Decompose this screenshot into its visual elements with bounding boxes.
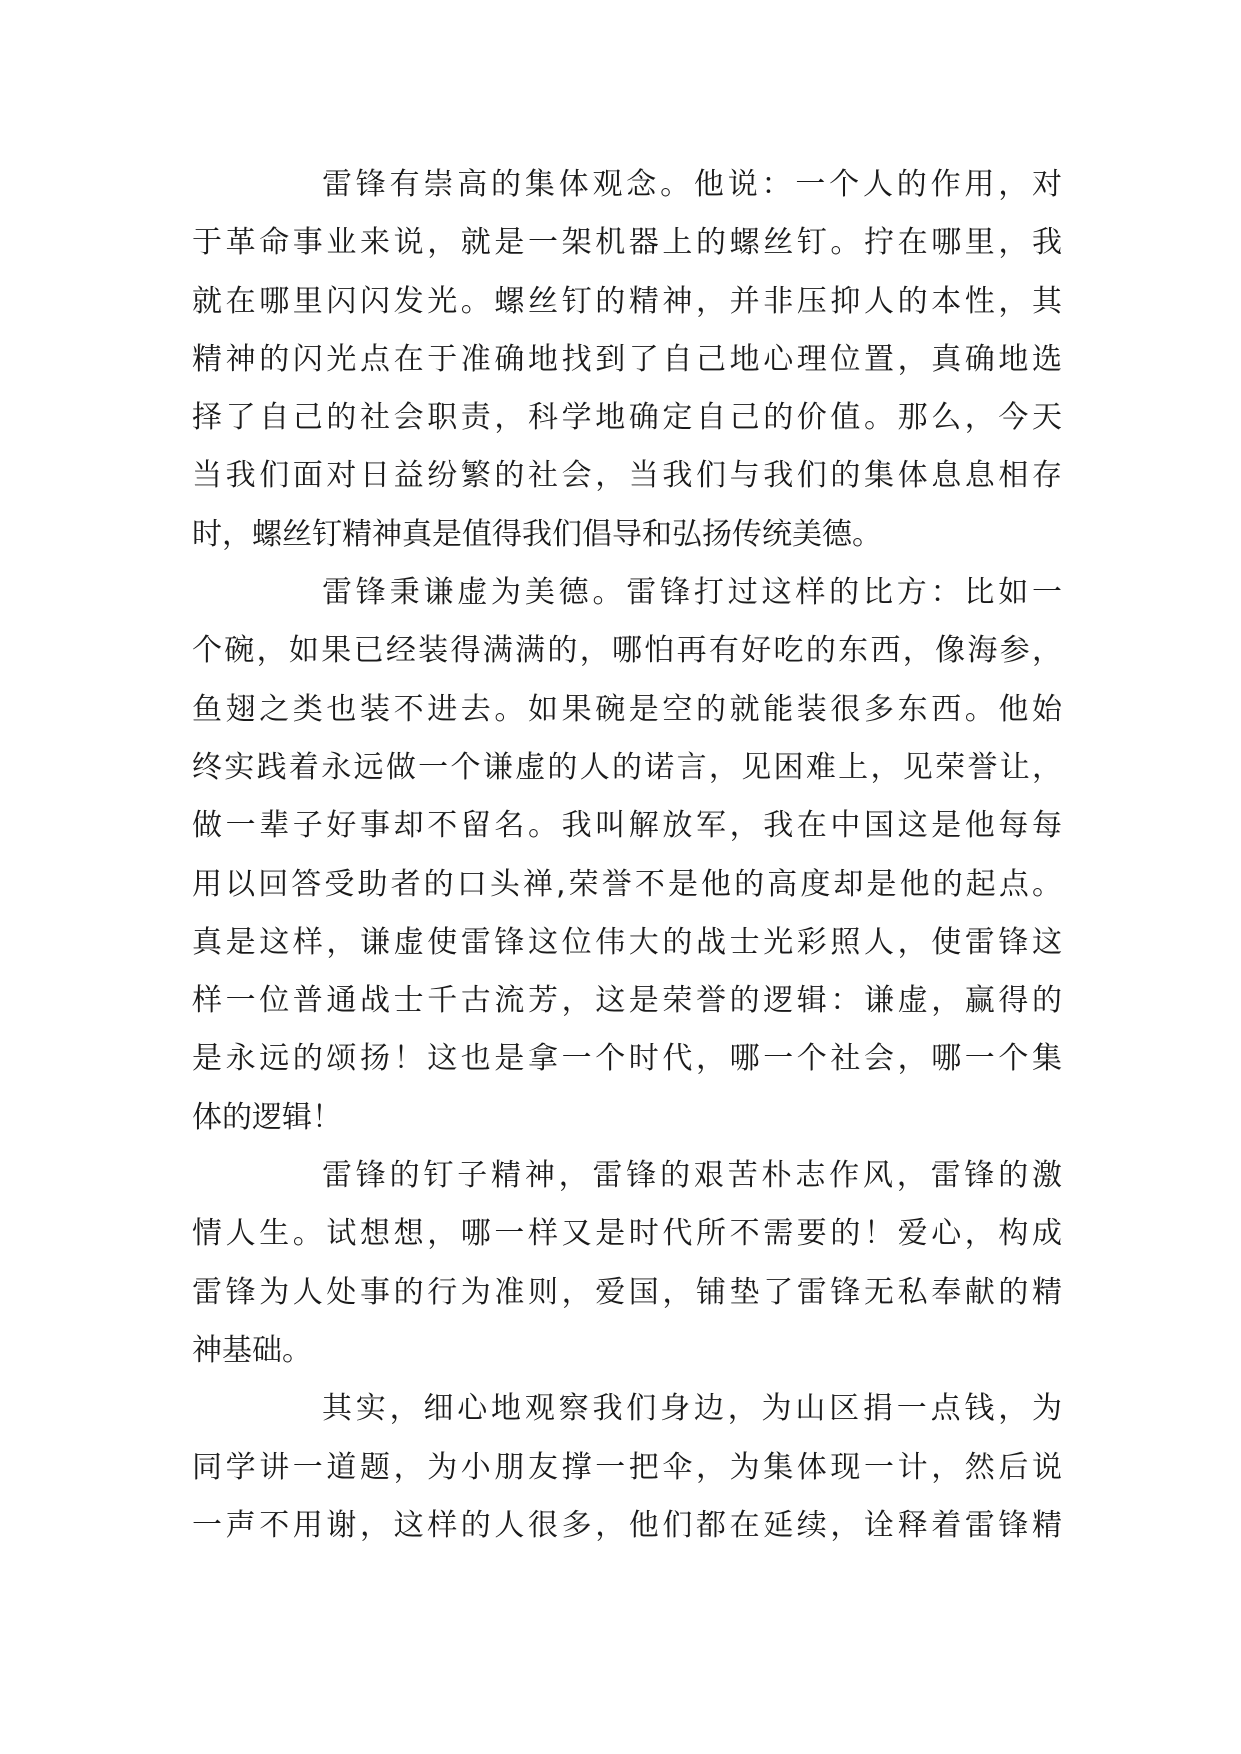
text-line: 同学讲一道题，为小朋友撑一把伞，为集体现一计，然后说: [192, 1449, 1062, 1485]
text-line: 终实践着永远做一个谦虚的人的诺言，见困难上，见荣誉让，: [192, 749, 1062, 785]
text-line: 做一辈子好事却不留名。我叫解放军，我在中国这是他每每: [192, 808, 1062, 844]
text-line: 鱼翅之类也装不进去。如果碗是空的就能装很多东西。他始: [192, 691, 1062, 727]
text-line: 个碗，如果已经装得满满的，哪怕再有好吃的东西，像海参，: [192, 633, 1062, 669]
paragraph-3: [192, 1147, 1062, 1380]
document-body: [192, 156, 1062, 1555]
text-line: 神基础。: [192, 1332, 312, 1368]
text-line: 雷锋秉谦虚为美德。雷锋打过这样的比方：比如一: [322, 575, 1062, 611]
paragraph-2: [192, 564, 1062, 1147]
text-line: 体的逻辑！: [192, 1099, 342, 1135]
text-line: 是永远的颂扬！这也是拿一个时代，哪一个社会，哪一个集: [192, 1041, 1062, 1077]
text-line: 就在哪里闪闪发光。螺丝钉的精神，并非压抑人的本性，其: [192, 283, 1062, 319]
paragraph-1: [192, 156, 1062, 564]
text-line: 情人生。试想想，哪一样又是时代所不需要的！爱心，构成: [192, 1216, 1062, 1252]
text-line: 雷锋为人处事的行为准则，爱国，铺垫了雷锋无私奉献的精: [192, 1274, 1062, 1310]
text-line: 用以回答受助者的口头禅,荣誉不是他的高度却是他的起点。: [192, 866, 1062, 902]
text-line: 时，螺丝钉精神真是值得我们倡导和弘扬传统美德。: [192, 516, 882, 552]
text-line: 于革命事业来说，就是一架机器上的螺丝钉。拧在哪里，我: [192, 225, 1062, 261]
text-line: 择了自己的社会职责，科学地确定自己的价值。那么，今天: [192, 400, 1062, 436]
text-line: 一声不用谢，这样的人很多，他们都在延续，诠释着雷锋精: [192, 1507, 1062, 1543]
text-line: 雷锋有崇高的集体观念。他说：一个人的作用，对: [322, 167, 1062, 202]
text-line: 当我们面对日益纷繁的社会，当我们与我们的集体息息相存: [192, 458, 1062, 494]
text-line: 样一位普通战士千古流芳，这是荣誉的逻辑：谦虚，赢得的: [192, 983, 1062, 1019]
text-line: 雷锋的钉子精神，雷锋的艰苦朴志作风，雷锋的激: [322, 1158, 1062, 1194]
text-line: 真是这样，谦虚使雷锋这位伟大的战士光彩照人，使雷锋这: [192, 924, 1062, 960]
text-line: 其实，细心地观察我们身边，为山区捐一点钱，为: [322, 1391, 1062, 1427]
text-line: 精神的闪光点在于准确地找到了自己地心理位置，真确地选: [192, 341, 1062, 377]
paragraph-4: [192, 1380, 1062, 1555]
